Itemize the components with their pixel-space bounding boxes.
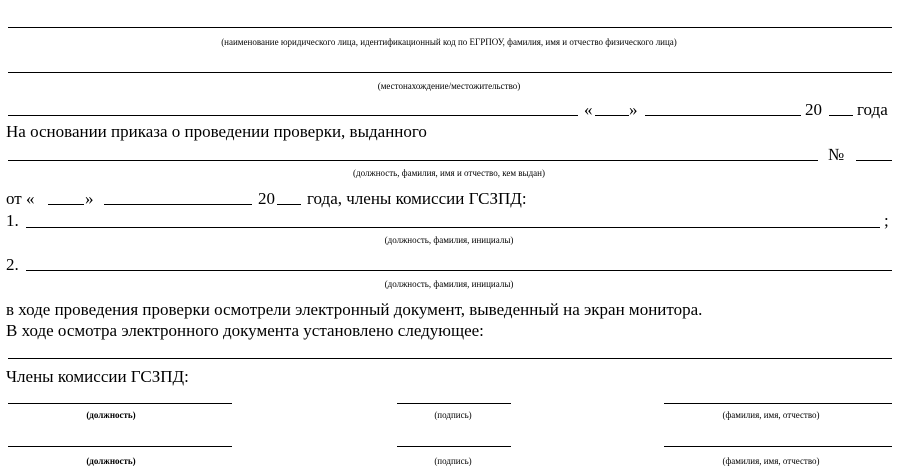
body-line-1: в ходе проведения проверки осмотрели электронный документ, выведенный на экран монитора. [6,300,703,319]
sig-1-signature-line[interactable] [397,403,511,404]
member-1-line[interactable] [26,227,880,228]
sig-1-name-line[interactable] [664,403,892,404]
member-1-semicolon: ; [884,211,889,230]
issuer-caption: (должность, фамилия, имя и отчество, кем выдан) [353,168,545,178]
date-open-quote: « [584,100,593,119]
date-century: 20 [805,100,822,119]
date-year-field[interactable] [829,115,853,116]
entity-name-line[interactable] [8,27,892,28]
sig-1-position-line[interactable] [8,403,232,404]
from-year-field[interactable] [277,204,301,205]
sig-1-signature-caption: (подпись) [434,410,472,420]
from-close-quote: » [85,189,94,208]
date-close-quote: » [629,100,638,119]
from-century: 20 [258,189,275,208]
order-number-field[interactable] [856,160,892,161]
location-caption: (местонахождение/местожительство) [377,81,521,91]
location-line[interactable] [8,72,892,73]
signatures-heading: Члены комиссии ГСЗПД: [6,367,189,386]
sig-1-position-caption: (должность) [86,410,136,420]
sig-2-signature-line[interactable] [397,446,511,447]
order-text: На основании приказа о проведении проверки, выданного [6,122,427,141]
issuer-line[interactable] [8,160,818,161]
member-1-caption: (должность, фамилия, инициалы) [384,235,514,245]
sig-2-name-line[interactable] [664,446,892,447]
sig-1-name-caption: (фамилия, имя, отчество) [722,410,820,420]
date-year-word: года [857,100,888,119]
member-2-caption: (должность, фамилия, инициалы) [384,279,514,289]
entity-name-caption: (наименование юридического лица, идентификационный код по ЕГРПОУ, фамилия, имя и отчество физического лица) [221,37,677,47]
sig-2-position-caption: (должность) [86,456,136,466]
body-line-2: В ходе осмотра электронного документа установлено следующее: [6,321,484,340]
member-2-number: 2. [6,255,19,274]
sig-2-position-line[interactable] [8,446,232,447]
date-month-field[interactable] [645,115,801,116]
from-word: от « [6,189,35,208]
member-1-number: 1. [6,211,19,230]
place-line[interactable] [8,115,578,116]
order-number-sign: № [828,145,845,164]
date-day-field[interactable] [595,115,629,116]
from-day-field[interactable] [48,204,84,205]
sig-2-name-caption: (фамилия, имя, отчество) [722,456,820,466]
sig-2-signature-caption: (подпись) [434,456,472,466]
findings-line[interactable] [8,358,892,359]
from-month-field[interactable] [104,204,252,205]
from-tail-text: года, члены комиссии ГСЗПД: [307,189,527,208]
member-2-line[interactable] [26,270,892,271]
